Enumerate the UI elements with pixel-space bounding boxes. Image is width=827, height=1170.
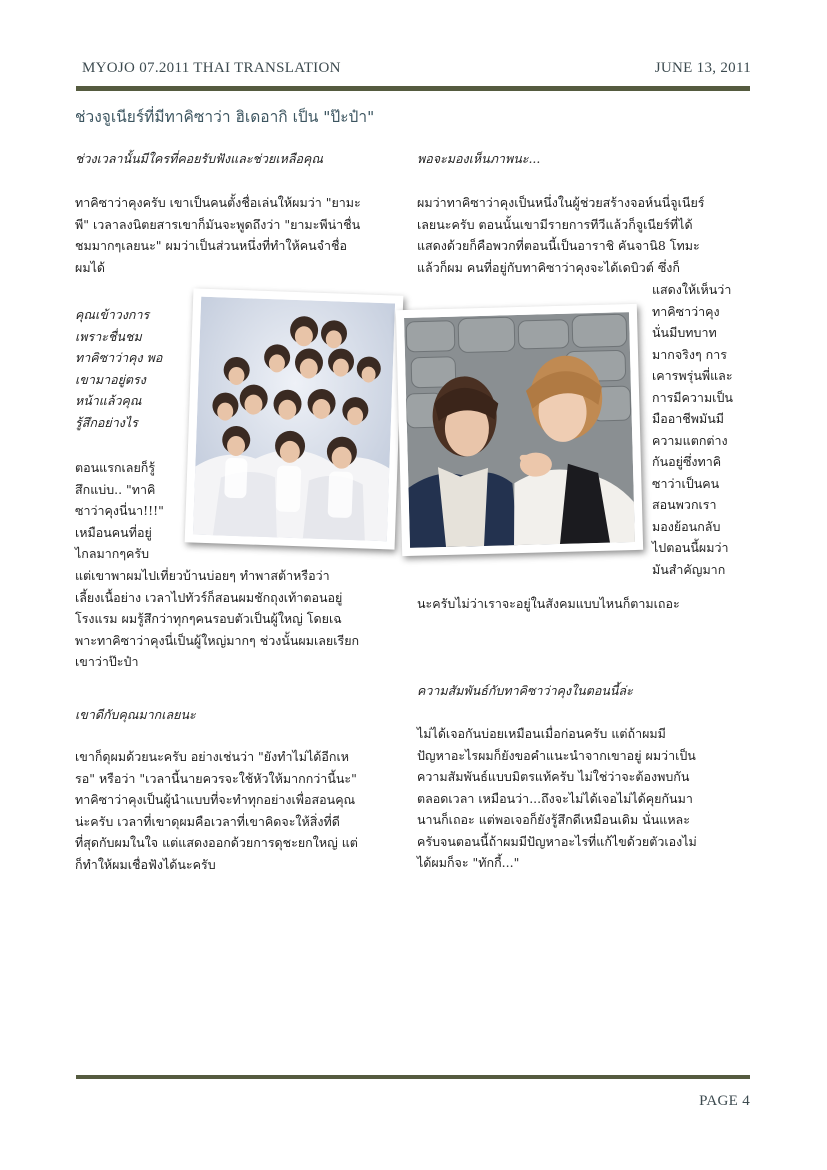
text-line: สึกแบ่บ.. "ทาคิ [75,481,156,497]
text-line: ปัญหาอะไรผมก็ยังขอคำแนะนำจากเขาอยู่ ผมว่าเป็น [417,747,696,763]
left-paragraph-3 [75,746,358,875]
text-line: ชมมากๆเลยนะ" ผมว่าเป็นส่วนหนึ่งที่ทำให้คนจำชื่อ [75,238,348,253]
text-line: มืออาชีพมันมี [652,411,725,426]
text-line: รู้สึกอย่างไร [75,414,138,430]
text-line: เลี้ยงเนื้อย่าง เวลาไปทัวร์ก็สอนผมชักถุงเท้าตอนอยู่ [75,589,343,605]
text-line: กันอยู่ซึ่งทาคิ [652,454,722,469]
text-line: มันสำคัญมาก [652,561,726,577]
page-number: PAGE 4 [699,1093,750,1109]
right-paragraph-1-narrow [652,279,733,580]
text-line: คุณเข้าวงการ [75,307,150,322]
text-line: ความแตกต่าง [652,432,728,448]
left-subheading-1: ช่วงเวลานั้นมีใครที่คอยรับฟังและช่วยเหลือคุณ [75,151,324,166]
text-line: นานก็เถอะ แต่พอเจอก็ยังรู้สึกดีเหมือนเดิม นั่นแหละ [417,812,690,827]
text-line: พี" เวลาลงนิตยสารเขาก็มันจะพูดถึงว่า "ยามะพีน่าชื่น [75,216,361,232]
text-line: แล้วก็ผม คนที่อยู่กับทาคิซาว่าคุงจะได้เดบิวต์ ซึ่งก็ [417,259,680,275]
text-line: ก็ทำให้ผมเชื่อฟังได้นะครับ [75,856,216,872]
text-line: ผมได้ [75,259,105,275]
text-line: การมีความเป็น [652,389,733,405]
text-line: ทาคิซาว่าคุงเป็นผู้นำแบบที่จะทำทุกอย่างเพื่อสอนคุณ [75,792,356,807]
group-photo-image [193,297,395,542]
left-subheading-2: เขาดีกับคุณมากเลยนะ [75,707,196,722]
text-line: มองย้อนกลับ [652,518,721,534]
text-line: ซาว่าเป็นคน [652,475,720,491]
text-line: ซาว่าคุงนี่นา!!!" [75,503,164,518]
text-line: ตลอดเวลา เหมือนว่า...ถึงจะไม่ได้เจอไม่ได้คุยกันมา [417,790,693,806]
text-line: ทาคิซาว่าคุง พอ [75,350,163,365]
text-line: มากจริงๆ การ [652,346,727,362]
text-line: พาะทาคิซาว่าคุงนี่เป็นผู้ใหญ่มากๆ ช่วงนั้นผมเลยเรียก [75,632,360,648]
right-paragraph-2 [417,723,697,874]
header-rule [76,86,750,91]
right-paragraph-1 [417,192,704,278]
text-line: รอ" หรือว่า "เวลานี้นายควรจะใช้หัวให้มากกว่านี้นะ" [75,770,357,786]
header-publication: MYOJO 07.2011 THAI TRANSLATION [82,60,341,76]
text-line: นั่นมีบทบาท [652,325,717,340]
text-line: ได้ผมก็จะ "ทักกี้..." [417,855,520,870]
text-line: เขาก็ดุผมด้วยนะครับ อย่างเช่นว่า "ยังทำไม่ได้อีกเห [75,749,350,764]
right-subheading-1: พอจะมองเห็นภาพนะ... [417,151,541,166]
left-paragraph-2-narrow [75,457,164,565]
article-title: ช่วงจูเนียร์ที่มีทาคิซาว่า ฮิเดอากิ เป็น "ป๊ะป๋า" [75,108,375,126]
text-line: เขาว่าป๊ะป๋า [75,654,139,669]
text-line: เพราะชื่นชม [75,328,142,344]
duo-photo [396,304,643,556]
text-line: สอนพวกเรา [652,497,717,512]
group-photo [185,288,404,549]
right-paragraph-1-end: นะครับไม่ว่าเราจะอยู่ในสังคมแบบไหนก็ตามเถอะ [417,596,680,611]
text-line: เลยนะครับ ตอนนั้นเขามีรายการทีวีแล้วก็จูเนียร์ที่ได้ [417,216,693,232]
text-line: ทาคิซาว่าคุงครับ เขาเป็นคนตั้งชื่อเล่นให้ผมว่า "ยามะ [75,195,361,210]
left-paragraph-2 [75,565,359,673]
duo-photo-image [404,312,635,548]
text-line: แสดงให้เห็นว่า [652,282,732,297]
text-line: ตอนแรกเลยก็รู้ [75,460,156,475]
text-line: เขามาอยู่ตรง [75,371,146,387]
page-header [82,60,751,82]
text-line: หน้าแล้วคุณ [75,393,142,408]
text-line: แสดงด้วยก็คือพวกที่ตอนนี้เป็นอาราชิ คันจานิ8 โทมะ [417,238,700,253]
text-line: แต่เขาพาผมไปเที่ยวบ้านบ่อยๆ ทำพาสต้าหรือว่า [75,568,330,583]
text-line: ทาคิซาว่าคุง [652,303,720,319]
text-line: ที่สุดกับผมในใจ แต่แสดงออกด้วยการดุชะยกใหญ่ แต่ [75,835,358,850]
right-subheading-2: ความสัมพันธ์กับทาคิซาว่าคุงในตอนนี้ล่ะ [417,683,633,698]
text-line: ไปตอนนี้ผมว่า [652,540,729,555]
text-line: ครับจนตอนนี้ถ้าผมมีปัญหาอะไรที่แก้ไขด้วยตัวเองไม่ [417,833,697,849]
text-line: โรงแรม ผมรู้สึกว่าทุกๆคนรอบตัวเป็นผู้ใหญ่ โดยเฉ [75,611,342,626]
text-line: ไม่ได้เจอกันบ่อยเหมือนเมื่อก่อนครับ แต่ถ้าผมมี [417,726,666,741]
text-line: น่ะครับ เวลาที่เขาดุผมคือเวลาที่เขาคิดจะให้สิ่งที่ดี [75,813,340,829]
text-line: เคารพรุ่นพี่และ [652,368,733,383]
footer-rule [76,1075,750,1079]
left-paragraph-1 [75,192,361,278]
text-line: เหมือนคนที่อยู่ [75,524,152,540]
text-line: ไกลมากๆครับ [75,546,150,561]
left-question-1 [75,304,162,433]
header-date: JUNE 13, 2011 [654,60,751,76]
text-line: ผมว่าทาคิซาว่าคุงเป็นหนึ่งในผู้ช่วยสร้างจอห์นนี่จูเนียร์ [417,195,705,210]
text-line: ความสัมพันธ์แบบมิตรแท้ครับ ไม่ใช่ว่าจะต้องพบกัน [417,769,690,784]
